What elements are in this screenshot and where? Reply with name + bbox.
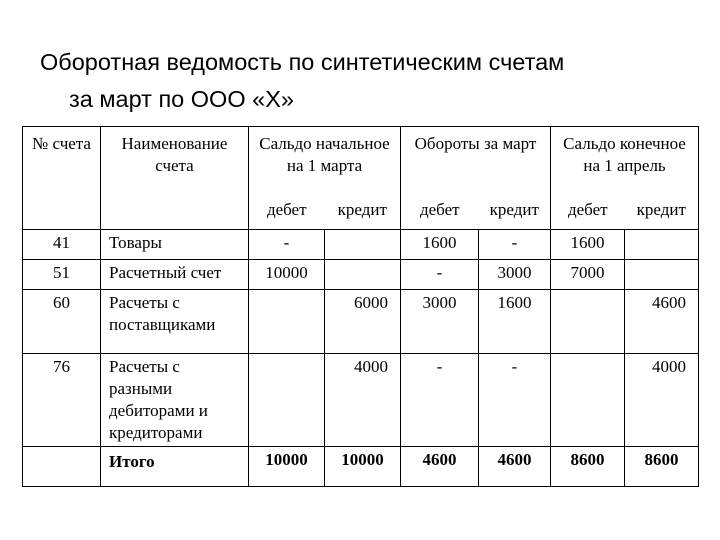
turnover-debit-cell: 1600 [401,230,479,260]
header-opening-balance: Сальдо начальное на 1 марта [249,127,401,200]
subheader-opening-credit: кредит [325,199,401,230]
opening-debit-cell: - [249,230,325,260]
closing-debit-cell: 1600 [551,230,625,260]
subheader-closing-debit: дебет [551,199,625,230]
account-name-cell: Расчеты с разными дебиторами и кредиторами [101,354,249,447]
subheader-turnover-debit: дебет [401,199,479,230]
closing-debit-cell [551,290,625,354]
total-turnover-debit: 4600 [401,447,479,487]
document-title [40,44,720,118]
total-account-no-cell [23,447,101,487]
turnover-debit-cell: - [401,260,479,290]
title-line-1: Оборотная ведомость по синтетическим счетам [40,49,565,75]
turnover-sheet-table [22,126,699,487]
account-name-cell: Расчетный счет [101,260,249,290]
table-row [23,290,699,354]
turnover-credit-cell: 1600 [479,290,551,354]
header-row [23,127,699,200]
account-no-cell: 41 [23,230,101,260]
closing-debit-cell: 7000 [551,260,625,290]
opening-credit-cell: 6000 [325,290,401,354]
account-no-cell: 76 [23,354,101,447]
subheader-turnover-credit: кредит [479,199,551,230]
table-row [23,354,699,447]
header-turnover: Обороты за март [401,127,551,200]
turnover-debit-cell: - [401,354,479,447]
closing-credit-cell [625,260,699,290]
account-no-cell: 51 [23,260,101,290]
account-name-cell: Товары [101,230,249,260]
opening-debit-cell [249,290,325,354]
opening-debit-cell [249,354,325,447]
subheader-opening-debit: дебет [249,199,325,230]
turnover-credit-cell: - [479,354,551,447]
closing-credit-cell: 4000 [625,354,699,447]
table-row [23,230,699,260]
total-turnover-credit: 4600 [479,447,551,487]
turnover-credit-cell: 3000 [479,260,551,290]
total-label: Итого [101,447,249,487]
header-account-name: Наименование счета [101,127,249,230]
total-opening-credit: 10000 [325,447,401,487]
closing-credit-cell: 4600 [625,290,699,354]
opening-debit-cell: 10000 [249,260,325,290]
closing-debit-cell [551,354,625,447]
table-row [23,260,699,290]
opening-credit-cell [325,260,401,290]
total-closing-credit: 8600 [625,447,699,487]
account-no-cell: 60 [23,290,101,354]
header-account-no: № счета [23,127,101,230]
opening-credit-cell [325,230,401,260]
total-closing-debit: 8600 [551,447,625,487]
closing-credit-cell [625,230,699,260]
title-line-2: за март по ООО «Х» [69,86,294,112]
header-closing-balance: Сальдо конечное на 1 апрель [551,127,699,200]
turnover-credit-cell: - [479,230,551,260]
turnover-debit-cell: 3000 [401,290,479,354]
total-row [23,447,699,487]
subheader-closing-credit: кредит [625,199,699,230]
total-opening-debit: 10000 [249,447,325,487]
account-name-cell: Расчеты с поставщиками [101,290,249,354]
opening-credit-cell: 4000 [325,354,401,447]
